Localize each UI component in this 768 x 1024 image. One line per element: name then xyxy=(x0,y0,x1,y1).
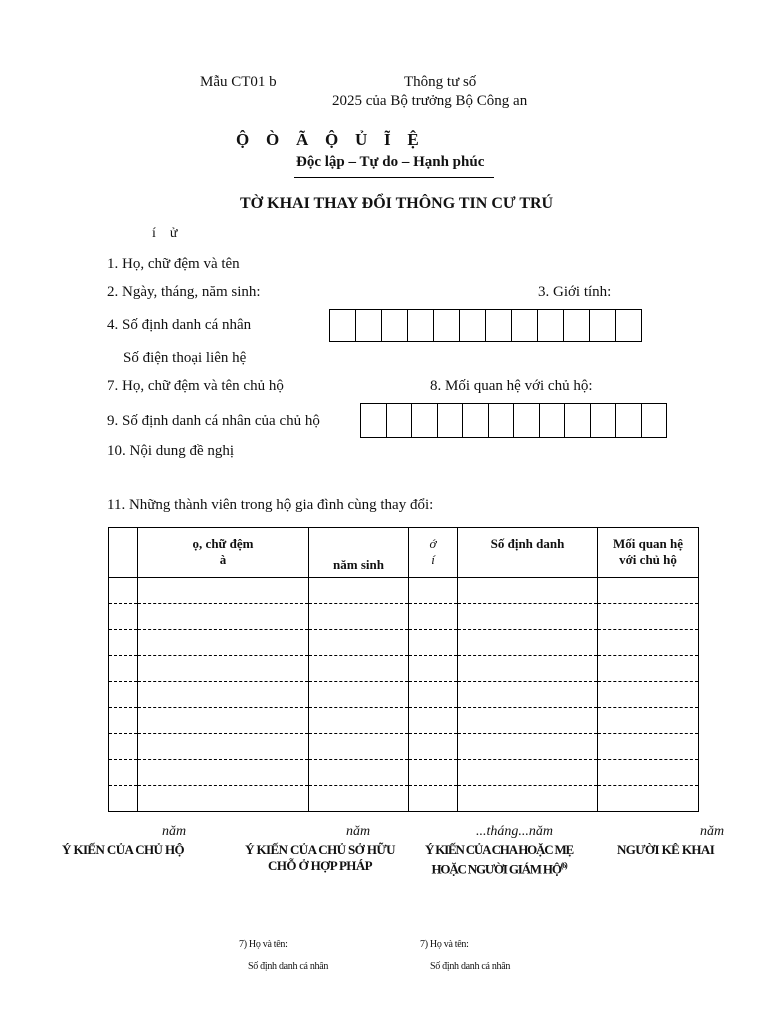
table-cell[interactable] xyxy=(409,734,458,760)
col-gender-header: ớ í xyxy=(409,528,458,578)
table-cell[interactable] xyxy=(458,630,598,656)
table-cell[interactable] xyxy=(458,786,598,812)
field-relationship: 8. Mối quan hệ với chủ hộ: xyxy=(430,378,593,394)
col-birth-year-header: năm sinh xyxy=(309,528,409,578)
field-gender: 3. Giới tính: xyxy=(538,284,612,300)
table-cell[interactable] xyxy=(138,734,309,760)
guardian-name-label: 7) Họ và tên: xyxy=(420,939,469,950)
form-title: TỜ KHAI THAY ĐỔI THÔNG TIN CƯ TRÚ xyxy=(240,195,554,212)
guardian-signature-title: Ý KIẾN CỦA CHA HOẶC MẸ HOẶC NGƯỜI GIÁM HỘ$^{(6)}$ xyxy=(424,842,574,877)
field-household-head-id: 9. Số định danh cá nhân của chủ hộ xyxy=(107,413,320,429)
col-relationship-header: Mối quan hệ với chủ hộ xyxy=(598,528,699,578)
table-cell[interactable] xyxy=(409,630,458,656)
field-full-name: 1. Họ, chữ đệm và tên xyxy=(107,256,240,272)
table-row xyxy=(109,656,699,682)
table-cell[interactable] xyxy=(138,630,309,656)
personal-id-boxes[interactable] xyxy=(330,309,642,342)
date-owner: năm xyxy=(346,824,371,839)
table-cell[interactable] xyxy=(458,656,598,682)
table-cell[interactable] xyxy=(309,786,409,812)
table-cell[interactable] xyxy=(309,682,409,708)
table-cell[interactable] xyxy=(458,578,598,604)
owner-id-label: Số định danh cá nhân xyxy=(248,961,329,972)
table-cell[interactable] xyxy=(409,656,458,682)
col-id-header: Số định danh xyxy=(458,528,598,578)
table-cell[interactable] xyxy=(109,786,138,812)
table-cell[interactable] xyxy=(458,604,598,630)
table-cell[interactable] xyxy=(598,656,699,682)
table-cell[interactable] xyxy=(109,656,138,682)
table-cell[interactable] xyxy=(138,708,309,734)
table-cell[interactable] xyxy=(598,630,699,656)
table-row xyxy=(109,578,699,604)
table-cell[interactable] xyxy=(109,734,138,760)
table-cell[interactable] xyxy=(409,708,458,734)
table-cell[interactable] xyxy=(458,734,598,760)
table-cell[interactable] xyxy=(138,578,309,604)
circular-line-1: Thông tư số xyxy=(404,74,477,90)
circular-line-2: 2025 của Bộ trưởng Bộ Công an xyxy=(332,93,528,109)
table-cell[interactable] xyxy=(409,682,458,708)
table-cell[interactable] xyxy=(138,604,309,630)
table-cell[interactable] xyxy=(458,682,598,708)
guardian-id-label: Số định danh cá nhân xyxy=(430,961,511,972)
date-household-head: năm xyxy=(162,824,187,839)
table-cell[interactable] xyxy=(109,604,138,630)
table-cell[interactable] xyxy=(109,708,138,734)
table-cell[interactable] xyxy=(309,604,409,630)
field-household-head-name: 7. Họ, chữ đệm và tên chủ hộ xyxy=(107,378,284,394)
owner-signature-title: Ý KIẾN CỦA CHỦ SỞ HỮU CHỖ Ở HỢP PHÁP xyxy=(245,842,395,873)
table-cell[interactable] xyxy=(409,760,458,786)
date-declarant: năm xyxy=(700,824,725,839)
form-code: Mẫu CT01 b xyxy=(200,74,277,90)
table-cell[interactable] xyxy=(138,760,309,786)
field-phone: Số điện thoại liên hệ xyxy=(123,350,247,366)
table-cell[interactable] xyxy=(598,578,699,604)
table-cell[interactable] xyxy=(409,578,458,604)
table-cell[interactable] xyxy=(109,630,138,656)
date-guardian: ...tháng...năm xyxy=(476,824,553,839)
table-cell[interactable] xyxy=(309,656,409,682)
table-cell[interactable] xyxy=(598,604,699,630)
table-row xyxy=(109,630,699,656)
members-table xyxy=(108,527,699,812)
table-cell[interactable] xyxy=(409,786,458,812)
table-cell[interactable] xyxy=(309,734,409,760)
motto: Độc lập – Tự do – Hạnh phúc xyxy=(296,154,485,170)
table-cell[interactable] xyxy=(598,708,699,734)
declarant-signature-title: NGƯỜI KÊ KHAI xyxy=(617,842,715,857)
table-row xyxy=(109,604,699,630)
household-head-signature-title: Ý KIẾN CỦA CHỦ HỘ xyxy=(62,842,184,857)
table-header-row xyxy=(109,528,699,578)
field-request-content: 10. Nội dung đề nghị xyxy=(107,443,235,459)
table-cell[interactable] xyxy=(309,708,409,734)
table-cell[interactable] xyxy=(409,604,458,630)
table-cell[interactable] xyxy=(109,682,138,708)
table-cell[interactable] xyxy=(109,578,138,604)
table-row xyxy=(109,760,699,786)
table-cell[interactable] xyxy=(309,630,409,656)
table-row xyxy=(109,682,699,708)
table-row xyxy=(109,708,699,734)
table-cell[interactable] xyxy=(458,760,598,786)
table-cell[interactable] xyxy=(138,682,309,708)
field-members: 11. Những thành viên trong hộ gia đình cùng thay đổi: xyxy=(107,497,434,513)
table-cell[interactable] xyxy=(598,760,699,786)
table-cell[interactable] xyxy=(138,656,309,682)
owner-name-label: 7) Họ và tên: xyxy=(239,939,288,950)
table-cell[interactable] xyxy=(598,734,699,760)
addressee: í ử xyxy=(152,226,178,241)
table-cell[interactable] xyxy=(458,708,598,734)
table-row xyxy=(109,786,699,812)
table-cell[interactable] xyxy=(109,760,138,786)
col-name-header: ọ, chữ đệm à xyxy=(138,528,309,578)
country-name: Ộ Ò Ã Ộ Ủ Ĩ Ệ xyxy=(236,130,420,149)
motto-underline xyxy=(294,177,494,178)
field-date-of-birth: 2. Ngày, tháng, năm sinh: xyxy=(107,284,261,300)
table-cell[interactable] xyxy=(598,682,699,708)
table-cell[interactable] xyxy=(138,786,309,812)
table-cell[interactable] xyxy=(309,760,409,786)
table-cell[interactable] xyxy=(598,786,699,812)
field-personal-id: 4. Số định danh cá nhân xyxy=(107,317,252,333)
household-head-id-boxes[interactable] xyxy=(361,403,667,438)
table-row xyxy=(109,734,699,760)
col-index xyxy=(109,528,138,578)
table-cell[interactable] xyxy=(309,578,409,604)
